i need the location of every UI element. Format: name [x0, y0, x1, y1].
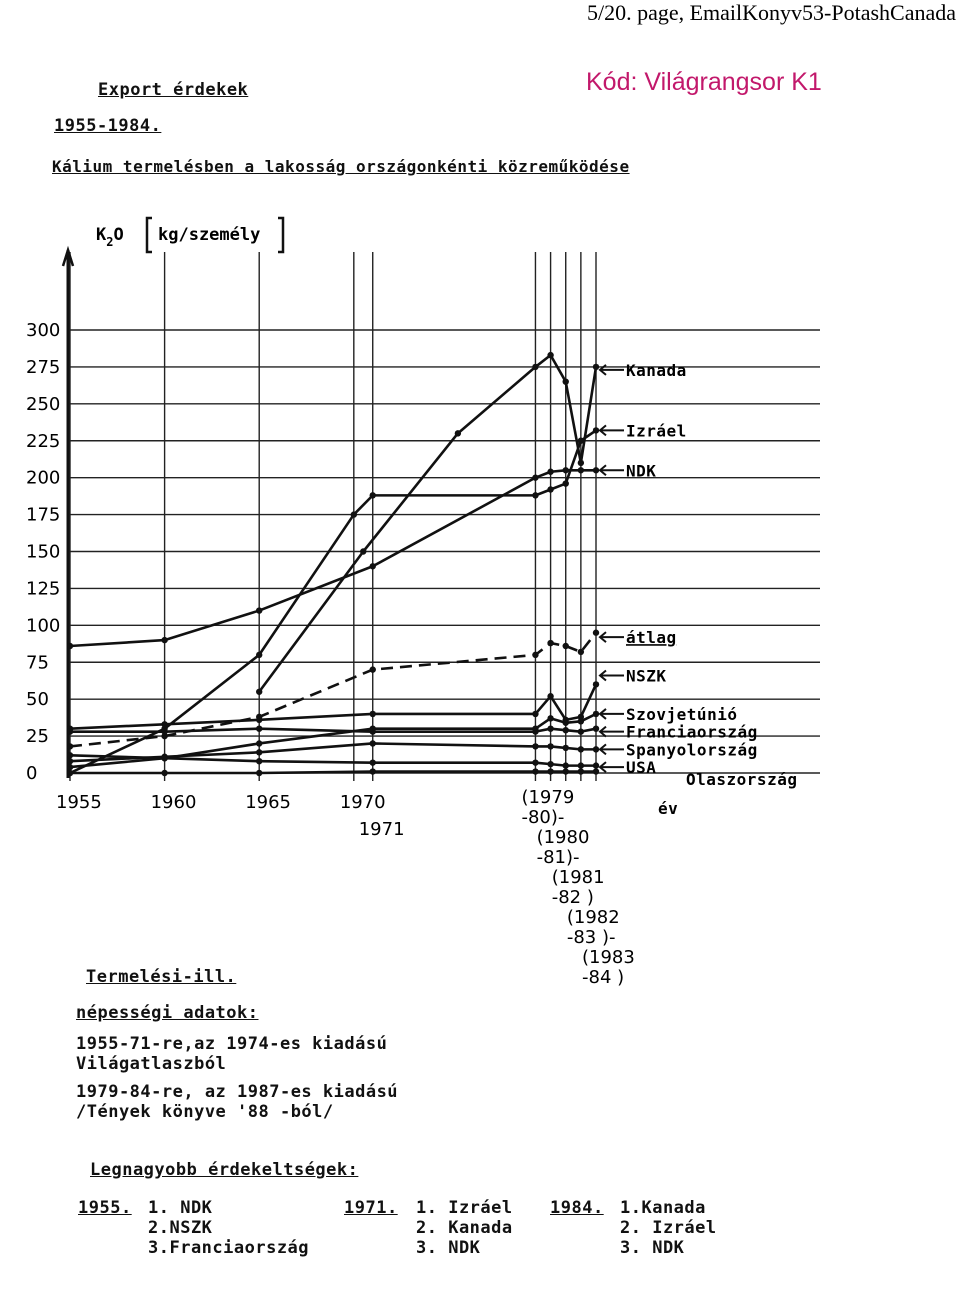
data-point	[161, 770, 167, 776]
ranking-year: 1971.	[344, 1198, 398, 1218]
ranking-year: 1984.	[550, 1198, 604, 1218]
bracket-left	[147, 218, 152, 252]
x-tick-label: 1960	[150, 792, 197, 813]
y-unit-label	[96, 218, 283, 252]
data-point	[593, 762, 599, 768]
data-point	[563, 378, 569, 384]
data-point	[547, 761, 553, 767]
data-point	[161, 637, 167, 643]
data-point	[351, 511, 357, 517]
series-line-olaszország	[70, 772, 596, 773]
data-point	[593, 467, 599, 473]
series-line-kanada	[259, 355, 596, 692]
ranking-item: 1.Kanada	[620, 1198, 706, 1218]
ranking-item: 2. Izráel	[620, 1218, 717, 1238]
y-tick-label: 25	[26, 726, 49, 748]
data-point	[256, 652, 262, 658]
y-tick-label: 150	[26, 541, 61, 563]
data-point	[593, 726, 599, 732]
data-point	[532, 364, 538, 370]
x-axis	[56, 787, 635, 988]
data-point	[578, 728, 584, 734]
series-label: NDK	[626, 461, 657, 481]
x-tick-label: (1981	[551, 867, 605, 888]
data-point	[547, 640, 553, 646]
data-point	[563, 720, 569, 726]
data-point	[256, 749, 262, 755]
data-point	[67, 752, 73, 758]
data-point	[563, 480, 569, 486]
ranking-item: 1. Izráel	[416, 1198, 513, 1218]
data-point	[563, 768, 569, 774]
data-point	[578, 438, 584, 444]
series-label: átlag	[626, 628, 677, 648]
x-tick-label: -80)-	[521, 807, 565, 828]
x-tick-label: -81)-	[536, 847, 580, 868]
data-point	[256, 758, 262, 764]
data-point	[67, 643, 73, 649]
y-tick-label: 125	[26, 578, 61, 600]
ranking-item: 3. NDK	[620, 1238, 685, 1258]
series-label: Spanyolország	[626, 740, 758, 760]
data-point	[256, 689, 262, 695]
data-point	[578, 467, 584, 473]
x-tick-label: 1955	[56, 792, 102, 813]
ranking-column-1955	[78, 1198, 132, 1218]
data-point	[370, 740, 376, 746]
data-point	[532, 711, 538, 717]
data-point	[578, 768, 584, 774]
notes-line1: 1955-71-re,az 1974-es kiadású	[76, 1034, 388, 1054]
data-point	[578, 718, 584, 724]
data-point	[578, 746, 584, 752]
data-point	[256, 717, 262, 723]
data-point	[256, 726, 262, 732]
y-tick-label: 250	[26, 393, 61, 415]
series-label: Kanada	[626, 360, 687, 380]
series-line-nszk	[70, 684, 596, 728]
x-tick-label: -84 )	[582, 967, 625, 988]
code-label: Kód: Világrangsor K1	[586, 68, 822, 96]
notes-population-title: népességi adatok:	[76, 1003, 259, 1023]
series-label: Olaszország	[686, 769, 798, 789]
rankings-title: Legnagyobb érdekeltségek:	[90, 1160, 359, 1180]
doc-title: Export érdekek	[98, 80, 249, 100]
data-point	[370, 563, 376, 569]
data-point	[67, 743, 73, 749]
data-point	[563, 467, 569, 473]
data-point	[593, 768, 599, 774]
page-header: 5/20. page, EmailKonyv53-PotashCanada	[586, 0, 956, 25]
x-tick-label: -82 )	[551, 887, 594, 908]
bracket-right	[278, 218, 283, 252]
ranking-item: 1. NDK	[148, 1198, 213, 1218]
data-point	[67, 758, 73, 764]
data-point	[578, 649, 584, 655]
ranking-item: 2.NSZK	[148, 1218, 213, 1238]
x-tick-label: (1979	[521, 787, 575, 808]
data-point	[370, 768, 376, 774]
ranking-column-1971	[344, 1198, 398, 1218]
data-point	[370, 759, 376, 765]
y-tick-label: 200	[26, 467, 61, 489]
y-axis-label: $K_2O$	[96, 225, 124, 249]
data-point	[161, 721, 167, 727]
data-point	[593, 427, 599, 433]
y-tick-label: 75	[26, 652, 49, 674]
data-point	[547, 726, 553, 732]
x-tick-label: (1982	[566, 907, 620, 928]
data-point	[593, 681, 599, 687]
data-point	[370, 666, 376, 672]
data-point	[532, 474, 538, 480]
doc-subtitle: Kálium termelésben a lakosság országonkénti közreműködése	[52, 157, 630, 176]
data-point	[67, 770, 73, 776]
chart-grid	[68, 252, 820, 781]
data-point	[563, 727, 569, 733]
y-unit: kg/személy	[158, 225, 261, 245]
data-point	[256, 740, 262, 746]
data-point	[563, 643, 569, 649]
data-point	[532, 768, 538, 774]
data-point	[256, 607, 262, 613]
x-tick-label: 1965	[245, 792, 292, 813]
data-point	[593, 364, 599, 370]
data-point	[578, 460, 584, 466]
data-point	[370, 711, 376, 717]
ranking-item: 2. Kanada	[416, 1218, 513, 1238]
data-point	[67, 764, 73, 770]
data-point	[547, 486, 553, 492]
series-label: Szovjetúnió	[626, 704, 738, 724]
ranking-column-1984	[550, 1198, 604, 1218]
data-point	[547, 715, 553, 721]
data-point	[370, 728, 376, 734]
y-tick-label: 175	[26, 504, 61, 526]
series-line-szovjetúnió	[70, 714, 596, 767]
data-point	[593, 630, 599, 636]
x-tick-label: (1983	[582, 947, 635, 968]
series-label: Franciaország	[626, 722, 758, 742]
y-tick-label: 100	[26, 615, 61, 637]
x-tick-label: 1971	[358, 819, 405, 840]
series-line-izrael	[70, 430, 596, 773]
series-labels	[600, 361, 797, 789]
data-point	[547, 469, 553, 475]
x-axis-label: év	[658, 799, 679, 818]
x-tick-label: -83 )-	[566, 927, 616, 948]
x-tick-label: (1980	[536, 827, 590, 848]
ranking-item: 3.Franciaország	[148, 1238, 310, 1258]
data-point	[161, 728, 167, 734]
data-point	[455, 430, 461, 436]
data-point	[532, 652, 538, 658]
data-point	[563, 762, 569, 768]
y-tick-label: 50	[26, 689, 49, 711]
chart-series	[67, 352, 599, 776]
doc-period: 1955-1984.	[54, 116, 162, 136]
data-point	[547, 768, 553, 774]
ranking-item: 3. NDK	[416, 1238, 481, 1258]
ranking-year: 1955.	[78, 1198, 132, 1218]
data-point	[547, 693, 553, 699]
data-point	[593, 746, 599, 752]
y-tick-label: 225	[26, 430, 61, 452]
series-label: USA	[626, 758, 657, 778]
data-point	[532, 728, 538, 734]
data-point	[532, 743, 538, 749]
notes-line4: /Tények könyve '88 -ból/	[76, 1102, 334, 1122]
notes-line2: Világatlaszból	[76, 1054, 227, 1074]
notes-line3: 1979-84-re, az 1987-es kiadású	[76, 1082, 399, 1102]
y-tick-label: 300	[26, 320, 61, 341]
data-point	[532, 759, 538, 765]
data-point	[593, 711, 599, 717]
x-tick-label: 1970	[339, 792, 386, 813]
y-axis	[26, 250, 73, 784]
data-point	[532, 492, 538, 498]
data-point	[360, 548, 366, 554]
data-point	[67, 728, 73, 734]
data-point	[547, 743, 553, 749]
series-label: Izráel	[626, 421, 687, 441]
y-tick-label: 0	[26, 763, 38, 784]
notes-source-title: Termelési-ill.	[86, 967, 237, 987]
data-point	[161, 755, 167, 761]
data-point	[547, 352, 553, 358]
data-point	[563, 745, 569, 751]
y-tick-label: 275	[26, 356, 61, 378]
data-point	[578, 762, 584, 768]
series-label: NSZK	[626, 666, 667, 686]
data-point	[370, 492, 376, 498]
data-point	[256, 770, 262, 776]
